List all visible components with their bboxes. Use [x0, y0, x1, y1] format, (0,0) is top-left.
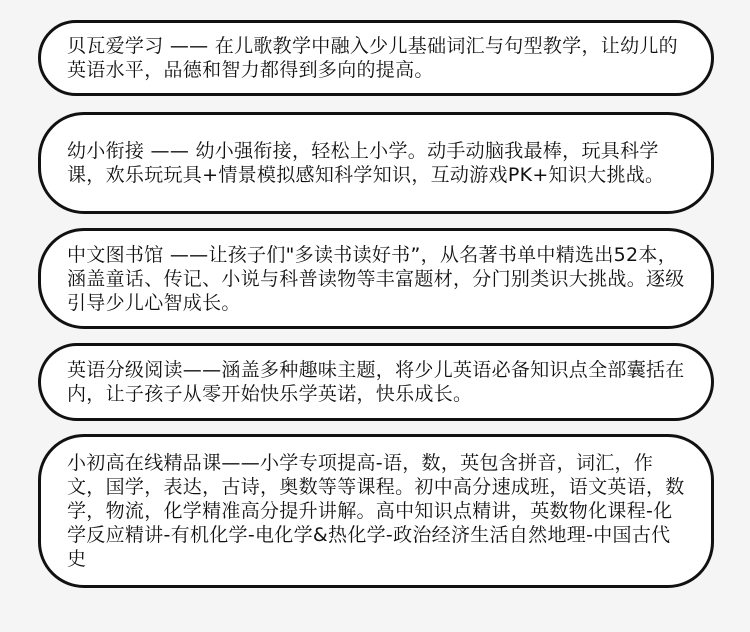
feature-card-kindergarten-transition — [38, 112, 714, 214]
feature-card-text: 中文图书馆 ——让孩子们"多读书读好书”，从名著书单中精选出52本，涵盖童话、传记、小说与科普读物等丰富题材，分门别类识大挑战。逐级引导少儿心智成长。 — [67, 243, 685, 314]
feature-card-text: 小初高在线精品课——小学专项提高-语，数，英包含拼音，词汇，作文，国学，表达，古诗，奥数等等课程。初中高分速成班，语文英语，数学，物流，化学精准高分提升讲解。高中知识点精讲，英数物化课程-化学反应精讲-有机化学-电化学&热化学-政治经济生活自然地理-中国古代史 — [67, 452, 685, 570]
feature-card-online-courses — [38, 434, 714, 588]
feature-card-chinese-library — [38, 228, 714, 329]
feature-card-text: 英语分级阅读——涵盖多种趣味主题，将少儿英语必备知识点全部囊括在内，让子孩子从零开始快乐学英诺，快乐成长。 — [67, 359, 685, 405]
feature-card-english-graded-reading — [38, 343, 714, 421]
feature-card-beiwa — [38, 20, 714, 96]
feature-card-text: 幼小衔接 —— 幼小强衔接，轻松上小学。动手动脑我最棒，玩具科学课，欢乐玩玩具+情景模拟感知科学知识，互动游戏PK+知识大挑战。 — [67, 140, 665, 186]
feature-card-text: 贝瓦爱学习 —— 在儿歌教学中融入少儿基础词汇与句型教学，让幼儿的英语水平，品德和智力都得到多向的提高。 — [67, 35, 678, 81]
